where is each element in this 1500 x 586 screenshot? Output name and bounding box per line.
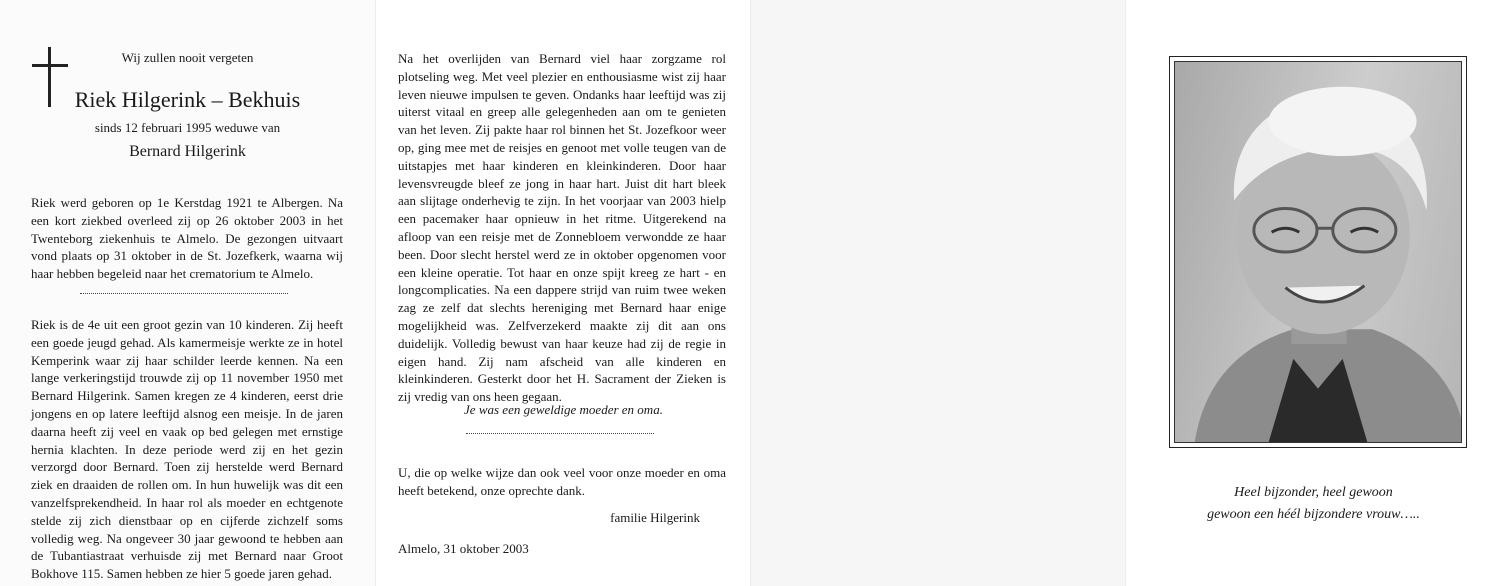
card-panel-photo — [1125, 0, 1500, 586]
deceased-name: Riek Hilgerink – Bekhuis — [74, 87, 301, 112]
paragraph-life: Riek is de 4e uit een groot gezin van 10 kinderen. Zij heeft een goede jeugd gehad. Als kamermeisje werkte ze in hotel Kemperink waar zij haar schilder leerde kennen. Na een lange verkeringstijd trouwde zij op 11 november 1950 met Bernard Hilgerink. Samen kregen ze 4 kinderen, eerst drie jongens en op latere leeftijd alsnog een meisje. In de jaren daarna heeft zij veel en vaak op bed gelegen met ernstige hernia klachten. In deze periode werd zij en het gezin verzorgd door Bernard. Toen zij herstelde werd Bernard ziek en draaiden de rollen om. In hun huwelijk was dit een vanzelfsprekendheid. In haar rol als moeder en echtgenote stelde zij zich dienstbaar op en cijferde zichzelf soms volledig weg. Na ongeveer 30 jaar gewoond te hebben aan de Tubantiastraat verhuisde zij met Bernard naar Groot Bokhove 115. Samen hebben ze hier 5 goede jaren gehad. — [31, 317, 343, 582]
signature: familie Hilgerink — [610, 510, 700, 525]
card-panel-blank — [750, 0, 1125, 586]
intro-line: Wij zullen nooit vergeten — [121, 50, 254, 65]
photo-frame — [1169, 56, 1467, 448]
caption-line-1: Heel bijzonder, heel gewoon — [1234, 485, 1393, 500]
card-panel-left — [0, 0, 375, 586]
card-panel-text — [375, 0, 750, 586]
dateline: Almelo, 31 oktober 2003 — [398, 541, 529, 556]
paragraph-birth-death: Riek werd geboren op 1e Kerstdag 1921 te Albergen. Na een kort ziekbed overleed zij op 26 oktober 2003 in het Twenteborg ziekenhuis te Almelo. De gezongen uitvaart vond plaats op 31 oktober in de St. Jozefkerk, waarna wij haar hebben begeleid naar het crematorium te Almelo. — [31, 195, 343, 282]
widow-line: sinds 12 februari 1995 weduwe van — [94, 120, 281, 135]
portrait-photo — [1174, 61, 1462, 443]
dotted-divider — [80, 293, 288, 294]
dotted-divider — [466, 433, 654, 434]
husband-name: Bernard Hilgerink — [129, 143, 246, 160]
caption-line-2: gewoon een héél bijzondere vrouw….. — [1207, 507, 1420, 522]
paragraph-later-life: Na het overlijden van Bernard viel haar zorgzame rol plotseling weg. Met veel plezier en enthousiasme wist zij haar leven nieuwe impulsen te geven. Ondanks haar leeftijd was zij uiterst vitaal en greep alle gelegenheden aan om te genieten van het leven. Zij pakte haar rol binnen het St. Jozefkoor weer op, ging mee met de reisjes en genoot met volle teugen van de uitstapjes met haar kinderen en kleinkinderen. Door haar levensvreugde bleef ze jong in haar hart. Juist dit hart bleek aan slijtage onderhevig te zijn. In het voorjaar van 2003 hielp een pacemaker haar opnieuw in het ritme. Uitgerekend na afloop van een reisje met de Zonnebloem verwondde ze haar been. Door slecht herstel werd ze in oktober opgenomen voor een kleine operatie. Tot haar en onze spijt kreeg ze hart - en longcomplicaties. Na een dappere strijd van ruim twee weken zag ze zelf dat slechts hereniging met Bernard haar enige mogelijkheid was. Zelfverzekerd maakte zij dit aan ons duidelijk. Volledig bewust van haar keuze had zij de regie in eigen hand. Zij nam afscheid van alle kinderen en kleinkinderen. Gesterkt door het H. Sacrament der Zieken is zij vredig van ons heen gegaan. — [398, 51, 726, 405]
thanks-text: U, die op welke wijze dan ook veel voor onze moeder en oma heeft betekend, onze oprechte dank. — [398, 465, 726, 498]
portrait-illustration — [1175, 62, 1461, 442]
quote-line: Je was een geweldige moeder en oma. — [464, 402, 663, 417]
